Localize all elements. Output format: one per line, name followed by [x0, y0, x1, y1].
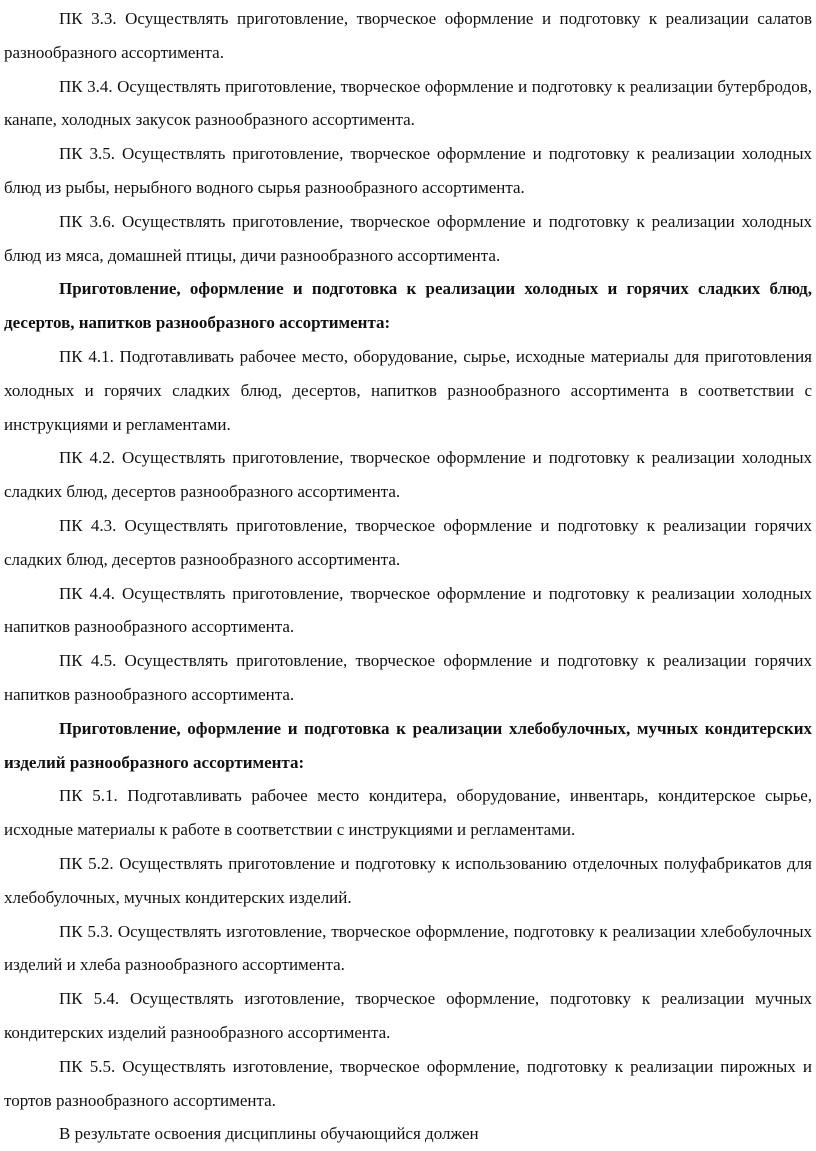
- competence-item-5-4: ПК 5.4. Осуществлять изготовление, творческое оформление, подготовку к реализации мучных кондитерских изделий разнообразного ассортимента.: [4, 989, 812, 1042]
- competence-item-4-1: ПК 4.1. Подготавливать рабочее место, оборудование, сырье, исходные материалы для приготовления холодных и горячих сладких блюд, десертов, напитков разнообразного ассортимента в соответствии с инструкциями и регламентами.: [4, 346, 812, 434]
- competence-item-4-5: ПК 4.5. Осуществлять приготовление, творческое оформление и подготовку к реализации горячих напитков разнообразного ассортимента.: [4, 651, 812, 704]
- competence-item-4-3: ПК 4.3. Осуществлять приготовление, творческое оформление и подготовку к реализации горячих сладких блюд, десертов разнообразного ассортимента.: [4, 515, 812, 569]
- section-heading-sweet-dishes: Приготовление, оформление и подготовка к реализации холодных и горячих сладких блюд, десертов, напитков разнообразного ассортимента:: [4, 279, 812, 333]
- competence-item-3-5: ПК 3.5. Осуществлять приготовление, творческое оформление и подготовку к реализации холодных блюд из рыбы, нерыбного водного сырья разнообразного ассортимента.: [4, 144, 812, 197]
- section-heading-bakery: Приготовление, оформление и подготовка к реализации хлебобулочных, мучных кондитерских изделий разнообразного ассортимента:: [4, 718, 812, 772]
- competence-item-5-3: ПК 5.3. Осуществлять изготовление, творческое оформление, подготовку к реализации хлебобулочных изделий и хлеба разнообразного ассортимента.: [4, 921, 812, 975]
- closing-sentence: В результате освоения дисциплины обучающийся должен: [59, 1124, 479, 1144]
- competence-item-4-2: ПК 4.2. Осуществлять приготовление, творческое оформление и подготовку к реализации холодных сладких блюд, десертов разнообразного ассортимента.: [4, 448, 812, 502]
- competence-item-3-3: ПК 3.3. Осуществлять приготовление, творческое оформление и подготовку к реализации салатов разнообразного ассортимента.: [4, 9, 812, 62]
- competence-item-5-1: ПК 5.1. Подготавливать рабочее место кондитера, оборудование, инвентарь, кондитерское сырье, исходные материалы к работе в соответствии с инструкциями и регламентами.: [4, 786, 812, 840]
- competence-item-4-4: ПК 4.4. Осуществлять приготовление, творческое оформление и подготовку к реализации холодных напитков разнообразного ассортимента.: [4, 583, 812, 637]
- competence-item-3-6: ПК 3.6. Осуществлять приготовление, творческое оформление и подготовку к реализации холодных блюд из мяса, домашней птицы, дичи разнообразного ассортимента.: [4, 211, 812, 265]
- competence-item-5-5: ПК 5.5. Осуществлять изготовление, творческое оформление, подготовку к реализации пирожных и тортов разнообразного ассортимента.: [4, 1056, 812, 1110]
- competence-item-3-4: ПК 3.4. Осуществлять приготовление, творческое оформление и подготовку к реализации бутербродов, канапе, холодных закусок разнообразного ассортимента.: [4, 76, 812, 130]
- competence-item-5-2: ПК 5.2. Осуществлять приготовление и подготовку к использованию отделочных полуфабрикатов для хлебобулочных, мучных кондитерских изделий.: [4, 853, 812, 907]
